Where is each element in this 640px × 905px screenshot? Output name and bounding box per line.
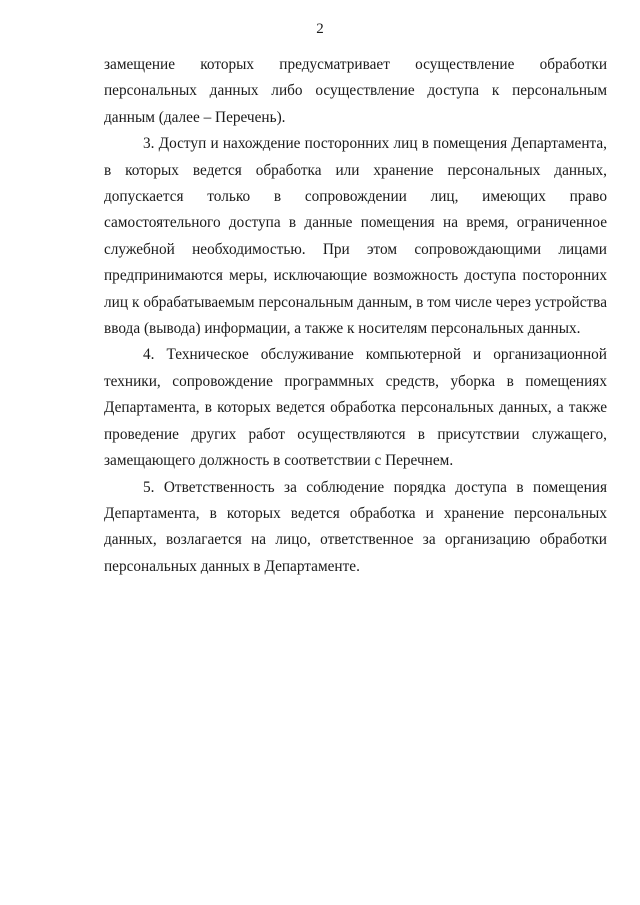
paragraph-3-access-of-outsiders: 3. Доступ и нахождение посторонних лиц в помещения Департамента, в которых ведется обработка или хранение персональных данных, допускается только в сопровождении лиц, имеющих право самостоятельного доступа в данные помещения на время, ограниченное служебной необходимостью. При этом сопровождающими лицами предпринимаются меры, исключающие возможность доступа посторонних лиц к обрабатываемым персональным данным, в том числе через устройства ввода (вывода) информации, а также к носителям персональных данных. <box>104 135 607 338</box>
page-number: 2 <box>316 21 324 37</box>
paragraph-continuation: замещение которых предусматривает осуществление обработки персональных данных либо осуществление доступа к персональным данным (далее – Перечень). <box>104 56 607 126</box>
paragraph-5-responsibility: 5. Ответственность за соблюдение порядка доступа в помещения Департамента, в которых ведется обработка и хранение персональных данных, возлагается на лицо, ответственное за организацию обработки персональных данных в Департаменте. <box>104 478 607 575</box>
document-body <box>104 52 607 580</box>
paragraph-4-technical-maintenance: 4. Техническое обслуживание компьютерной и организационной техники, сопровождение программных средств, уборка в помещениях Департамента, в которых ведется обработка персональных данных, а также проведение других работ осуществляются в присутствии служащего, замещающего должность в соответствии с Перечнем. <box>104 346 607 470</box>
